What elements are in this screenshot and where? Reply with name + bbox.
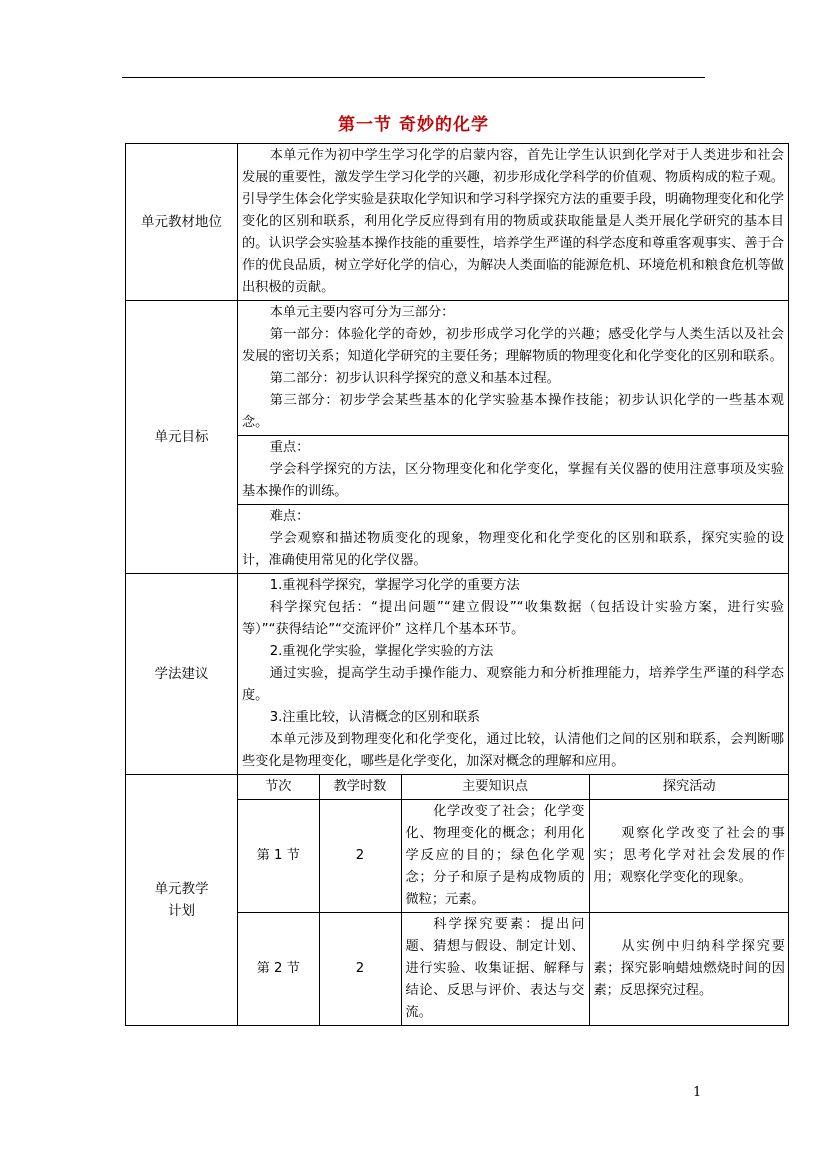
header-hours: 教学时数: [319, 775, 401, 800]
plan-row-1-knowledge-text: 化学改变了社会；化学变化、物理变化的概念；利用化学反应的目的；绿色化学观念；分子和原子是构成物质的微粒；元素。: [405, 804, 585, 907]
row-position: [126, 144, 789, 301]
goals-part-2: 第二部分：初步认识科学探究的意义和基本过程。: [269, 371, 560, 386]
plan-row-2-hours: 2: [319, 913, 401, 1026]
plan-row-1-knowledge: [401, 800, 589, 913]
plan-row-2-section: 第 2 节: [238, 913, 319, 1026]
key-points-heading: 重点：: [269, 440, 310, 455]
plan-row-1-activity: [589, 800, 789, 913]
label-plan: [126, 775, 238, 1026]
plan-row-1-section: 第 1 节: [238, 800, 319, 913]
difficulties-text: 学会观察和描述物质变化的现象，物理变化和化学变化的区别和联系，探究实验的设计，准确使用常见的化学仪器。: [242, 531, 784, 568]
header-rule: [122, 77, 705, 78]
label-position: 单元教材地位: [126, 144, 238, 301]
methods-item-3-text: 本单元涉及到物理变化和化学变化，通过比较，认清他们之间的区别和联系，会判断哪些变化是物理变化，哪些是化学变化，加深对概念的理解和应用。: [242, 732, 784, 769]
methods-item-3: 3.注重比较，认清概念的区别和联系: [269, 710, 481, 725]
methods-item-2: 2.重视化学实验，掌握化学实验的方法: [269, 644, 494, 659]
header-section: 节次: [238, 775, 319, 800]
unit-overview-table: [125, 143, 789, 1026]
label-methods: 学法建议: [126, 574, 238, 775]
row-plan: [126, 775, 789, 1026]
page-number: 1: [693, 1085, 702, 1100]
label-plan-line2: 计划: [168, 903, 195, 919]
goals-content: [238, 301, 789, 436]
methods-content: [238, 574, 789, 775]
goals-intro: 本单元主要内容可分为三部分：: [269, 305, 455, 320]
row-goals-content: [126, 301, 789, 436]
page-title: 第一节 奇妙的化学: [338, 115, 489, 135]
label-plan-line1: 单元教学: [154, 881, 209, 897]
plan-row-2-knowledge-text: 科学探究要素：提出问题、猜想与假设、制定计划、进行实验、收集证据、解释与结论、反思与评价、表达与交流。: [405, 917, 585, 1020]
plan-row-1-hours: 2: [319, 800, 401, 913]
header-knowledge: 主要知识点: [401, 775, 589, 800]
row-methods: [126, 574, 789, 775]
plan-header-row: [238, 775, 789, 800]
plan-row-1-activity-text: 观察化学改变了社会的事实；思考化学对社会发展的作用；观察化学变化的现象。: [593, 826, 785, 885]
plan-row-2-activity-text: 从实例中归纳科学探究要素；探究影响蜡烛燃烧时间的因素；反思探究过程。: [593, 939, 785, 998]
plan-table: [238, 775, 789, 1025]
methods-item-2-text: 通过实验，提高学生动手操作能力、观察能力和分析推理能力，培养学生严谨的科学态度。: [242, 666, 784, 703]
header-activity: 探究活动: [589, 775, 789, 800]
goals-part-1: 第一部分：体验化学的奇妙，初步形成学习化学的兴趣；感受化学与人类生活以及社会发展的密切关系；知道化学研究的主要任务；理解物质的物理变化和化学变化的区别和联系。: [242, 327, 784, 364]
methods-item-1-text: 科学探究包括：“提出问题”“建立假设”“收集数据（包括设计实验方案，进行实验等）”“获得结论”“交流评价” 这样几个基本环节。: [242, 600, 784, 637]
key-points-text: 学会科学探究的方法，区分物理变化和化学变化，掌握有关仪器的使用注意事项及实验基本操作的训练。: [242, 462, 784, 499]
goals-part-3: 第三部分：初步学会某些基本的化学实验基本操作技能；初步认识化学的一些基本观念。: [242, 393, 784, 430]
position-content: [238, 144, 789, 301]
plan-row-2-activity: [589, 913, 789, 1026]
plan-row-2: [238, 913, 789, 1026]
position-paragraph: 本单元作为初中学生学习化学的启蒙内容，首先让学生认识到化学对于人类进步和社会发展的重要性，激发学生学习化学的兴趣，初步形成化学科学的价值观、物质构成的粒子观。引导学生体会化学实验是获取化学知识和学习科学探究方法的重要手段，明确物理变化和化学变化的区别和联系，利用化学反应得到有用的物质或获取能量是人类开展化学研究的基本目的。认识学会实验基本操作技能的重要性，培养学生严谨的科学态度和尊重客观事实、善于合作的优良品质，树立学好化学的信心，为解决人类面临的能源危机、环境危机和粮食危机等做出积极的贡献。: [242, 148, 784, 295]
label-goals: 单元目标: [126, 301, 238, 574]
difficulties-heading: 难点：: [269, 509, 310, 524]
plan-row-2-knowledge: [401, 913, 589, 1026]
difficulties-content: [238, 505, 789, 574]
methods-item-1: 1.重视科学探究，掌握学习化学的重要方法: [269, 578, 520, 593]
plan-row-1: [238, 800, 789, 913]
plan-cell: [238, 775, 789, 1026]
key-points-content: [238, 436, 789, 505]
